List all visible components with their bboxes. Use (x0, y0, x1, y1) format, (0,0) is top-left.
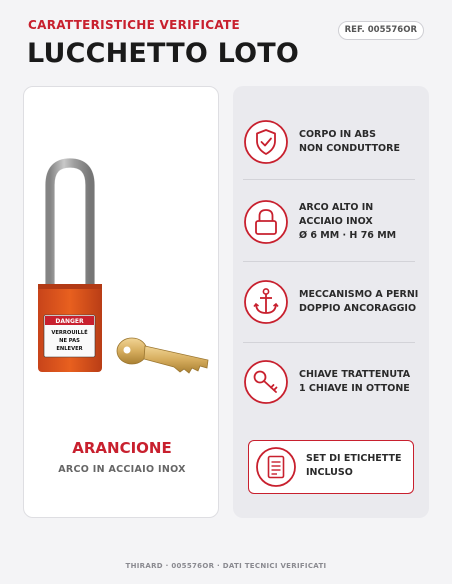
kicker: CARATTERISTICHE VERIFICATE (28, 18, 240, 32)
divider (243, 261, 415, 262)
padlock-icon (243, 199, 289, 245)
feature-shackle-line-3: Ø 6 MM · H 76 MM (299, 230, 397, 241)
color-name: ARANCIONE (72, 439, 172, 457)
labels-included-box (248, 440, 414, 494)
labels-line-1: SET DI ETICHETTE (306, 453, 402, 464)
divider (243, 342, 415, 343)
feature-mechanism-line-1: MECCANISMO A PERNI (299, 289, 419, 300)
color-subtitle: ARCO IN ACCIAIO INOX (58, 464, 186, 475)
product-card (23, 86, 219, 518)
key-icon (243, 359, 289, 405)
tag-line-1: VERROUILLÉ (51, 330, 88, 336)
feature-mechanism (243, 274, 419, 330)
brass-key (117, 338, 208, 373)
feature-key (243, 354, 419, 410)
feature-shackle-line-2: ACCIAIO INOX (299, 216, 373, 227)
ref-badge: REF. 005576OR (338, 21, 424, 40)
product-image (24, 87, 220, 387)
document-icon (255, 446, 297, 488)
tag-line-2: NE PAS (59, 338, 80, 344)
features-panel (233, 86, 429, 518)
feature-body-line-2: NON CONDUTTORE (299, 143, 400, 154)
feature-key-line-2: 1 CHIAVE IN OTTONE (299, 383, 410, 394)
feature-body (243, 114, 419, 170)
labels-line-2: INCLUSO (306, 467, 353, 478)
tag-title: DANGER (55, 318, 84, 325)
page-title: LUCCHETTO LOTO (27, 38, 300, 69)
feature-body-line-1: CORPO IN ABS (299, 129, 376, 140)
padlock-illustration (24, 87, 220, 387)
feature-mechanism-line-2: DOPPIO ANCORAGGIO (299, 303, 417, 314)
divider (243, 179, 415, 180)
feature-shackle (243, 194, 419, 250)
footer: THIRARD · 005576OR · DATI TECNICI VERIFICATI (125, 562, 327, 570)
tag-line-3: ENLEVER (56, 346, 83, 352)
feature-shackle-line-1: ARCO ALTO IN (299, 202, 374, 213)
anchor-icon (243, 279, 289, 325)
shield-check-icon (243, 119, 289, 165)
feature-key-line-1: CHIAVE TRATTENUTA (299, 369, 411, 380)
